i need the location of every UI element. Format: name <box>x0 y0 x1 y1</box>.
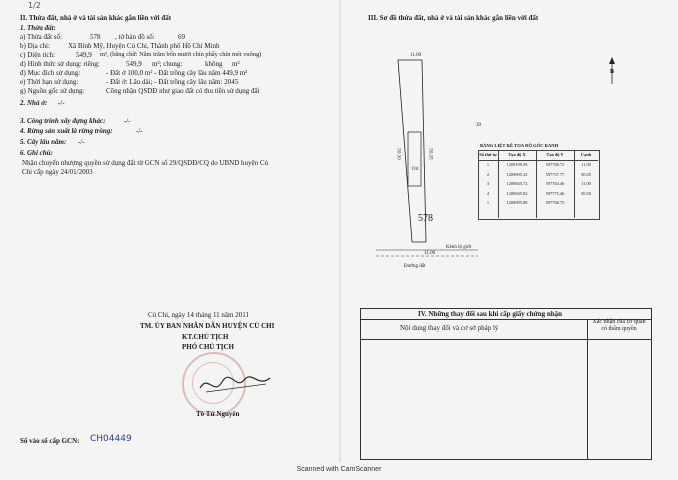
coord-header-cell: Tọa độ Y <box>546 152 564 157</box>
section-3-title: III. Sơ đồ thửa đất, nhà ở và tài sản khác gắn liền với đất <box>368 14 539 22</box>
map-sheet-label: , tờ bản đồ số: <box>115 33 155 41</box>
perennial-label: 5. Cây lâu năm: <box>20 138 67 146</box>
notes-line-1: Nhận chuyển nhượng quyền sử dụng đất từ GCN số 29/QSDĐ/CQ do UBND huyện Củ <box>22 159 269 167</box>
area-label: c) Diện tích: <box>20 51 55 59</box>
lot-number: 578 <box>90 33 101 41</box>
usage-private: 549,9 <box>126 60 142 68</box>
dimension-top: 11.00 <box>410 53 422 58</box>
authority-line-3: PHÓ CHỦ TỊCH <box>182 343 234 351</box>
page-number: 1/2 <box>28 1 41 10</box>
col-change-label: Nội dung thay đổi và cơ sở pháp lý <box>400 324 499 332</box>
purpose: - Đất ở 100,0 m² - Đất trồng cây lâu năm 449,9 m² <box>106 69 248 77</box>
signatory: Tô Từ Nguyên <box>196 410 240 418</box>
usage-form-label: d) Hình thức sử dụng: riêng: <box>20 60 100 68</box>
term: - Đất ở: Lâu dài; - Đất trồng cây lâu năm: 2045 <box>106 78 239 86</box>
forest-label: 4. Rừng sản xuất là rừng trồng: <box>20 127 113 135</box>
authority-line-2: KT.CHỦ TỊCH <box>182 333 229 341</box>
coord-cell: 1 <box>486 200 490 206</box>
coord-cell: 597764.46 <box>545 181 565 187</box>
lot-heading: 1. Thửa đất: <box>20 24 56 32</box>
house-value: -/- <box>58 99 65 107</box>
coord-header-line <box>478 160 598 161</box>
registration-label: Số vào sổ cấp GCN: <box>20 437 80 445</box>
coord-table-title: BẢNG LIỆT KÊ TỌA ĐỘ GÓC RANH <box>480 143 559 148</box>
forest-value: -/- <box>136 127 143 135</box>
coord-cell: 50.05 <box>581 171 591 177</box>
coord-cell: 597768.75 <box>545 200 565 206</box>
dimension-bottom: 11.00 <box>424 251 436 256</box>
neighbor-lot: 39 <box>476 123 481 128</box>
coord-cell: 11.00 <box>581 162 591 167</box>
notes-line-2: Chi cấp ngày 24/01/2003 <box>22 168 93 176</box>
col-confirm-label: Xác nhận của cơ quan có thẩm quyền <box>592 319 646 332</box>
term-label: e) Thời hạn sử dụng: <box>20 78 79 86</box>
scanner-watermark: Scanned with CamScanner <box>296 466 382 473</box>
coord-cell: 597768.75 <box>545 162 565 167</box>
coord-cell: 50.50 <box>581 190 591 196</box>
map-sheet: 69 <box>178 33 185 41</box>
usage-shared-label: m²; chung: <box>152 60 183 68</box>
coord-header-cell: Tọa độ X <box>508 152 526 157</box>
coord-cell: 1209095.88 <box>506 200 528 206</box>
signature-icon <box>196 370 276 398</box>
coord-cell: 1 <box>486 162 490 167</box>
house-label: 2. Nhà ở: <box>20 99 48 107</box>
registration-number: CH04449 <box>90 434 132 444</box>
works-label: 3. Công trình xây dựng khác: <box>20 117 106 125</box>
authority-line-1: TM. ỦY BAN NHÂN DÂN HUYỆN CỦ CHI <box>140 322 275 330</box>
coord-header-cell: Số thứ tự <box>479 152 497 157</box>
coord-cell: 4 <box>486 190 490 196</box>
footer <box>0 462 678 480</box>
coord-cell: 1209045.72 <box>506 181 528 187</box>
coord-cell: 2 <box>486 171 490 177</box>
coord-cell: 3 <box>486 181 490 187</box>
coord-cell: 597757.77 <box>545 171 565 177</box>
diagram-lot-number: 578 <box>418 213 433 224</box>
road-label: Đường đất <box>404 264 426 269</box>
address: Xã Bình Mỹ, Huyện Củ Chi, Thành phố Hồ Chí Minh <box>68 42 220 50</box>
coord-cell: 597775.46 <box>545 190 565 196</box>
lot-number-label: a) Thửa đất số: <box>20 33 62 41</box>
dimension-right: 50.35 <box>427 148 433 160</box>
dimension-left: 50.30 <box>395 148 401 160</box>
area-words: m², (bằng chữ: Năm trăm bốn mươi chín phẩy chín mét vuông) <box>100 51 262 58</box>
origin: Công nhận QSDĐ như giao đất có thu tiền sử dụng đất <box>106 87 260 95</box>
notes-label: 6. Ghi chú: <box>20 149 53 157</box>
perennial-value: -/- <box>78 138 85 146</box>
page-fold <box>339 0 341 462</box>
coord-cell: 1209095.32 <box>506 171 528 177</box>
works-value: -/- <box>124 117 131 125</box>
coord-cell: 1209045.82 <box>506 190 528 196</box>
section-4-title: IV. Những thay đổi sau khi cấp giấy chứng nhận <box>418 310 563 318</box>
coord-header-cell: Cạnh <box>580 152 592 157</box>
usage-shared: không <box>205 60 223 68</box>
north-label: B <box>610 69 615 75</box>
coord-cell: 1209199.58 <box>506 162 528 167</box>
sign-place-date: Củ Chi, ngày 14 tháng 11 năm 2011 <box>148 311 249 319</box>
section-2-title: II. Thửa đất, nhà ở và tài sản khác gắn liền với đất <box>20 14 172 22</box>
origin-label: g) Nguồn gốc sử dụng: <box>20 87 85 95</box>
canal-label: Kênh lộ giới <box>446 245 472 250</box>
purpose-label: đ) Mục đích sử dụng: <box>20 69 81 77</box>
usage-shared-unit: m² <box>232 60 240 68</box>
house-tag: Ori <box>412 167 419 172</box>
address-label: b) Địa chỉ: <box>20 42 50 50</box>
area-value: 549,9 <box>76 51 92 59</box>
coord-cell: 11.00 <box>581 181 591 187</box>
